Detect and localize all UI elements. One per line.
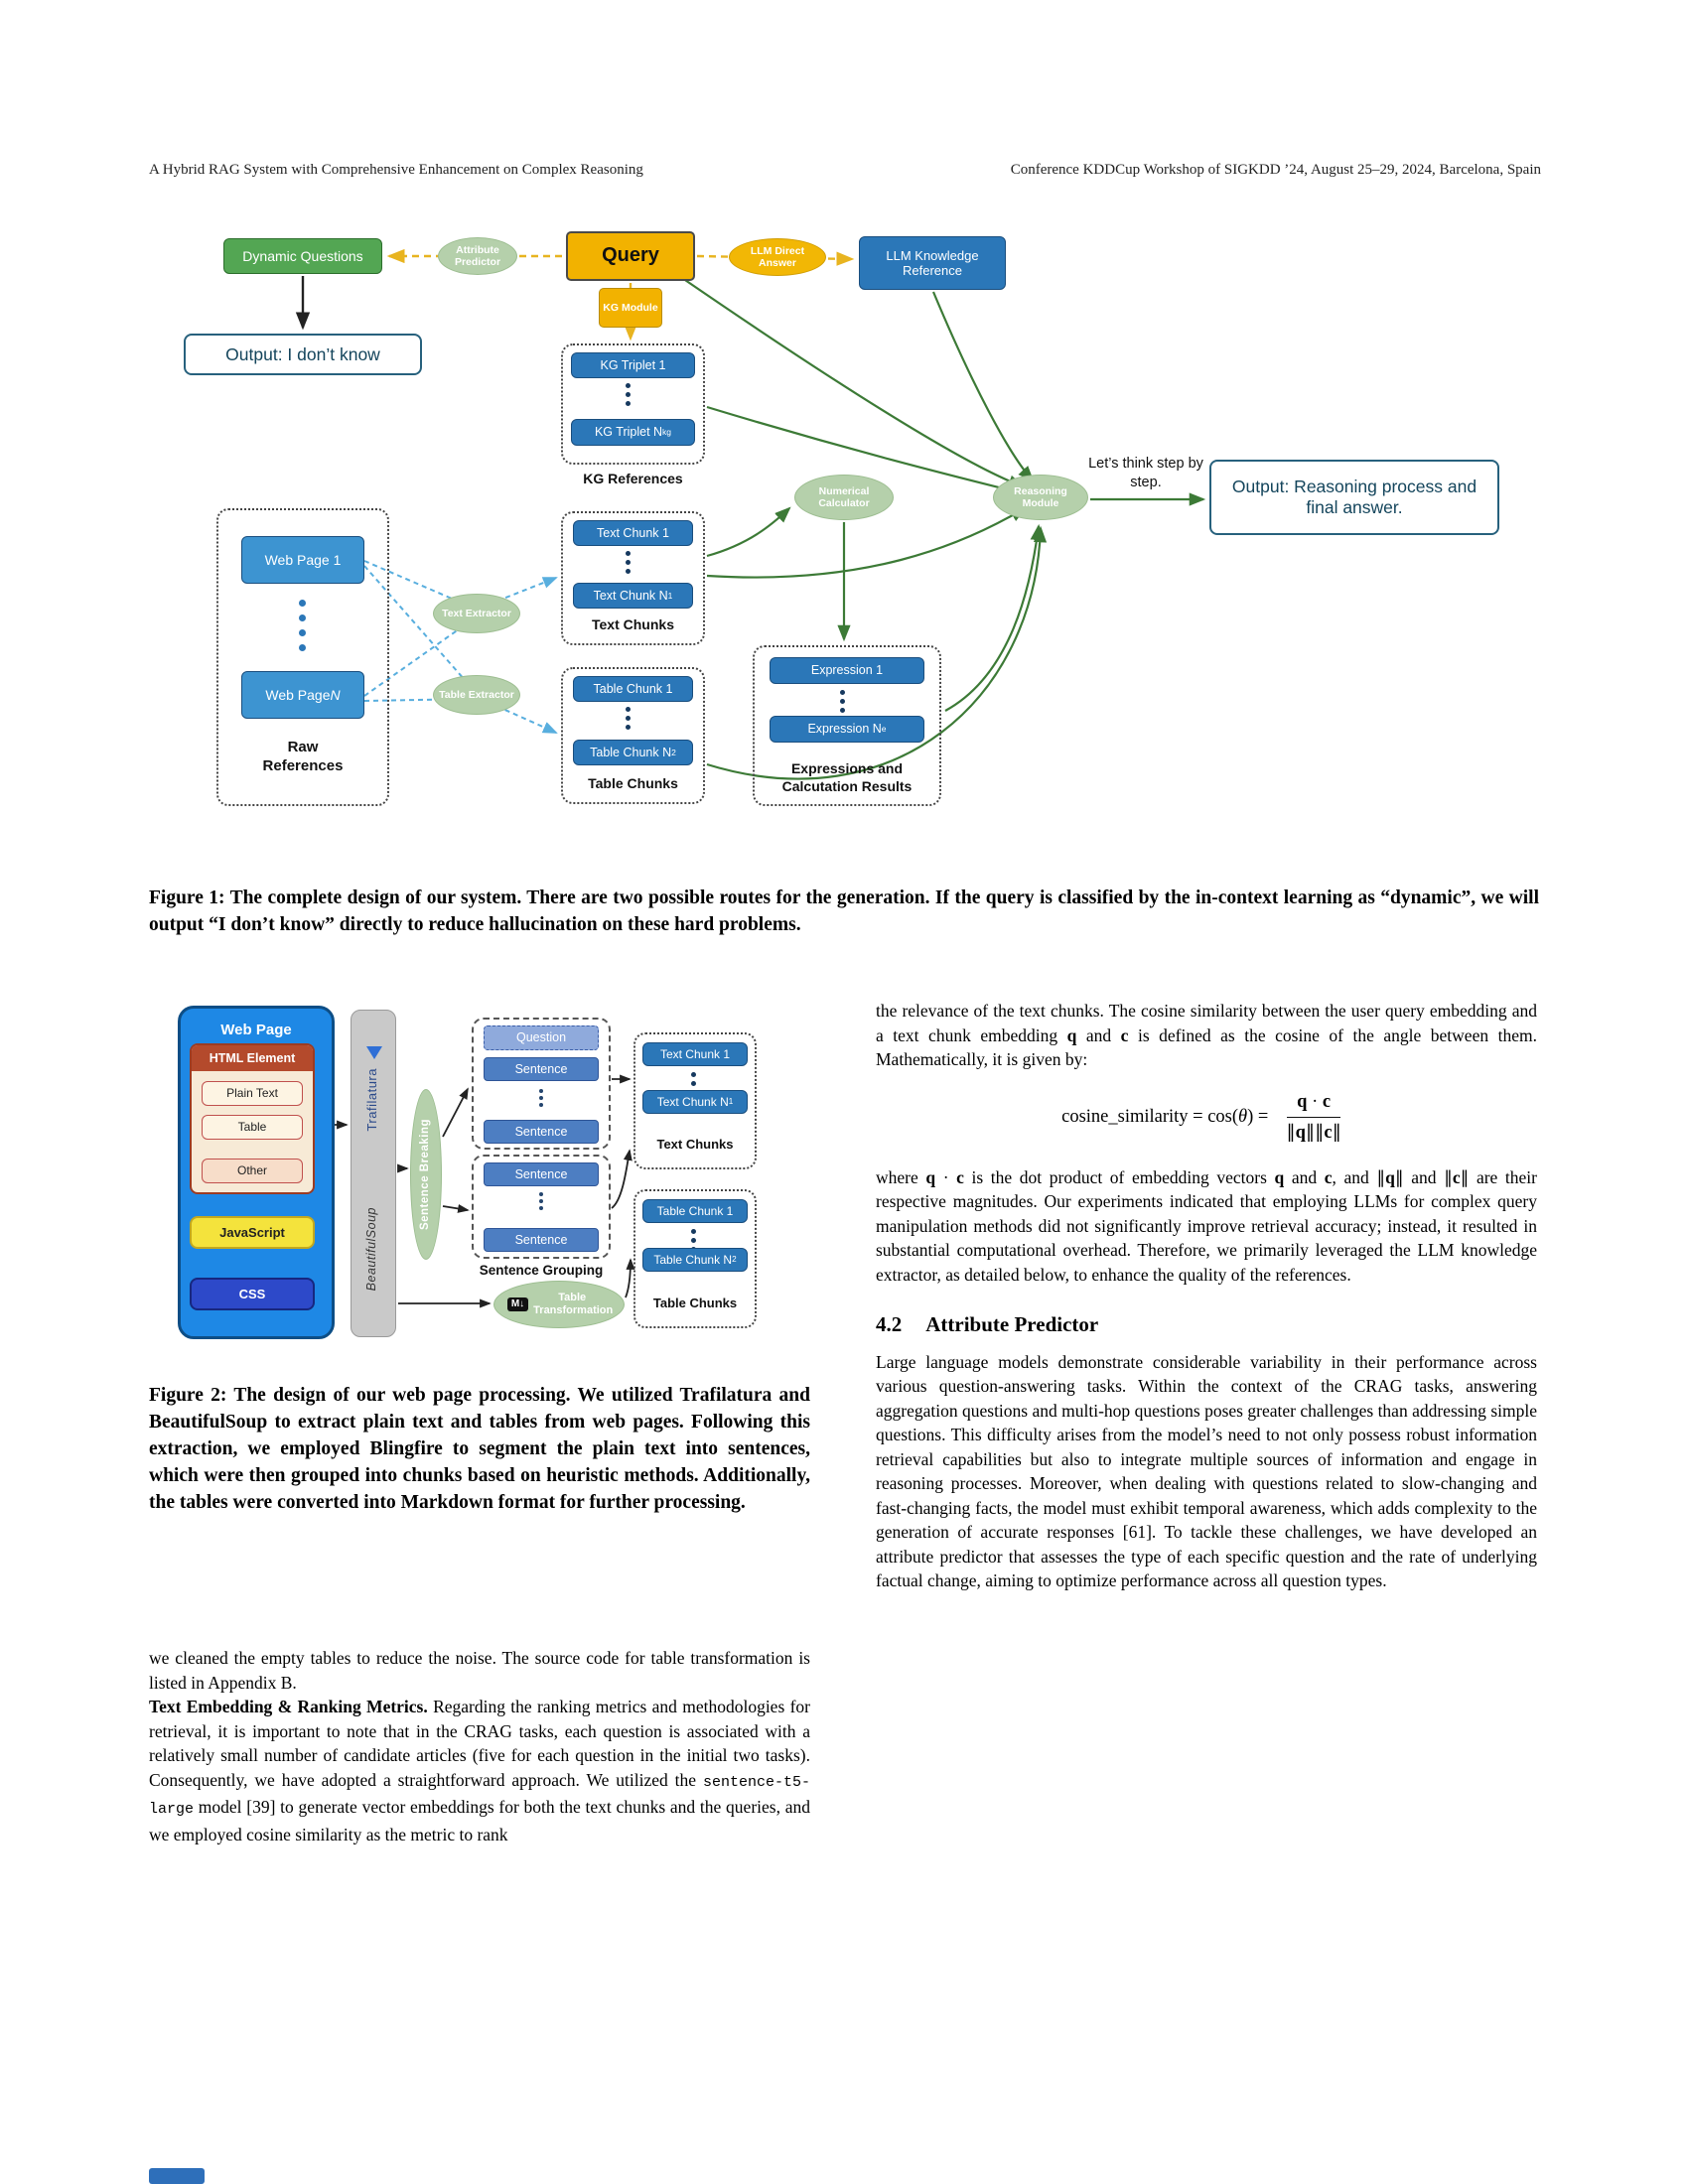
- right-paragraph-3: Large language models demonstrate considerable variability in their performance across various question-answering tasks. Within the context of the CRAG tasks, answering aggregation questions and multi-hop questions poses greater challenges than addressing simple questions. This difficulty arises from the model’s need to not only possess robust information retrieval capabilities but also to integrate multiple sources of information and engage in reasoning processes. Moreover, when dealing with questions related to slow-changing and fast-changing facts, the model must exhibit temporal awareness, which adds complexity to the generation of accurate responses [61]. To tackle these challenges, we have developed an attribute predictor that assesses the type of each specific question and the rate of underlying factual change, aiming to optimize performance across all question types.: [876, 1351, 1537, 1590]
- table-extractor-node: Table Extractor: [433, 675, 520, 715]
- trafilatura-logo-icon: [366, 1046, 382, 1059]
- section-number: 4.2: [876, 1312, 903, 1336]
- left-paragraph-2: Text Embedding & Ranking Metrics. Regarding the ranking metrics and methodologies for retrieval, it is important to note that in the CRAG tasks, each question is associated with a relatively small number of candidate articles (five for each question in the initial two tasks). Consequently, we have adopted a straightforward approach. We utilized the sentence-t5-large model [39] to generate vector embeddings for both the text chunks and the queries, and we employed cosine similarity as the metric to rank: [149, 1697, 810, 1844]
- figure-2-caption: Figure 2: The design of our web page processing. We utilized Trafilatura and BeautifulSoup to extract plain text and tables from web pages. Following this extraction, we employed Blingfire to segment the plain text into sentences, which were then grouped into chunks based on heuristic methods. Additionally, the tables were converted into Markdown format for further processing.: [149, 1385, 810, 1513]
- fig2-text-chunk-1-node: Text Chunk 1: [642, 1042, 748, 1066]
- formula-denominator: ∥q∥∥c∥: [1286, 1123, 1341, 1143]
- formula-lhs: cosine_similarity = cos(θ) =: [1061, 1107, 1269, 1128]
- plain-text-box: Plain Text: [202, 1081, 303, 1106]
- fig2-table-chunks-label: Table Chunks: [652, 1296, 738, 1310]
- sentence-box: Sentence: [484, 1120, 599, 1144]
- dynamic-questions-node: Dynamic Questions: [223, 238, 382, 274]
- table-chunks-label: Table Chunks: [588, 775, 678, 791]
- text-chunk-1-node: Text Chunk 1: [573, 520, 693, 546]
- section-title: Attribute Predictor: [925, 1312, 1099, 1336]
- license-badge: [149, 2168, 205, 2184]
- html-element-header: HTML Element: [192, 1045, 313, 1071]
- fig2-text-chunk-n-node: Text Chunk N 1: [642, 1090, 748, 1114]
- lets-think-label: Let’s think step by step.: [1088, 456, 1203, 490]
- markdown-icon: M↓: [507, 1297, 528, 1311]
- raw-references-label: Raw References: [262, 739, 344, 774]
- other-box: Other: [202, 1159, 303, 1183]
- reasoning-module-node: Reasoning Module: [993, 475, 1088, 520]
- formula-numerator: q · c: [1287, 1090, 1340, 1119]
- kg-triplet-n-node: KG Triplet N kg: [571, 419, 695, 446]
- table-chunk-1-node: Table Chunk 1: [573, 676, 693, 702]
- fig2-text-chunks-label: Text Chunks: [656, 1137, 734, 1152]
- sentence-ellipsis-dots: [539, 1089, 543, 1107]
- web-page-ellipsis-dots: [299, 600, 306, 651]
- question-box: Question: [484, 1025, 599, 1050]
- llm-direct-answer-node: LLM Direct Answer: [729, 238, 826, 276]
- text-chunk-n-node: Text Chunk N 1: [573, 583, 693, 609]
- sentence-ellipsis-dots: [539, 1192, 543, 1210]
- section-heading-4-2: [876, 1312, 1537, 1337]
- expression-1-node: Expression 1: [770, 657, 924, 684]
- web-page-n-node: Web Page N: [241, 671, 364, 719]
- table-ellipsis-dots: [626, 707, 631, 730]
- sentence-box: Sentence: [484, 1228, 599, 1252]
- sentence-box: Sentence: [484, 1057, 599, 1081]
- table-transformation-node: M↓ Table Transformation: [493, 1281, 625, 1328]
- text-ellipsis-dots: [626, 551, 631, 574]
- text-extractor-node: Text Extractor: [433, 594, 520, 633]
- cosine-similarity-formula: [876, 1090, 1537, 1146]
- running-header-left: A Hybrid RAG System with Comprehensive Enhancement on Complex Reasoning: [149, 162, 643, 178]
- table-chunk-n-node: Table Chunk N 2: [573, 740, 693, 765]
- kg-triplet-1-node: KG Triplet 1: [571, 352, 695, 378]
- numerical-calculator-node: Numerical Calculator: [794, 475, 894, 520]
- formula-fraction: [1276, 1090, 1351, 1146]
- sentence-breaking-node: Sentence Breaking: [410, 1089, 442, 1260]
- expression-n-node: Expression N e: [770, 716, 924, 743]
- sentence-grouping-label: Sentence Grouping: [479, 1263, 604, 1278]
- text-chunks-label: Text Chunks: [592, 616, 674, 632]
- figure-1-diagram: [139, 159, 1509, 809]
- fig2-table-chunk-n-node: Table Chunk N 2: [642, 1248, 748, 1272]
- query-node: Query: [566, 231, 695, 281]
- kg-module-node: KG Module: [599, 288, 662, 328]
- attribute-predictor-node: Attribute Predictor: [438, 237, 517, 275]
- trafilatura-label: Trafilatura: [364, 1068, 379, 1132]
- expression-ellipsis-dots: [840, 690, 845, 713]
- web-page-title: Web Page: [220, 1022, 292, 1038]
- left-column-body: [149, 1646, 810, 1846]
- right-paragraph-1: the relevance of the text chunks. The cosine similarity between the user query embedding and a text chunk embedding q and c is defined as the cosine of the angle between them. Mathematically, it is given by:: [876, 1001, 1537, 1069]
- fig2-table-chunk-1-node: Table Chunk 1: [642, 1199, 748, 1223]
- kg-ellipsis-dots: [626, 383, 631, 406]
- llm-knowledge-reference-node: LLM Knowledge Reference: [859, 236, 1006, 290]
- web-page-1-node: Web Page 1: [241, 536, 364, 584]
- extraction-tools-bar: [351, 1010, 396, 1337]
- running-header-right: Conference KDDCup Workshop of SIGKDD ’24, August 25–29, 2024, Barcelona, Spain: [1010, 162, 1541, 178]
- css-box: CSS: [190, 1278, 315, 1310]
- right-column-body: [876, 999, 1537, 1593]
- output-idk-node: Output: I don’t know: [184, 334, 422, 375]
- output-reasoning-node: Output: Reasoning process and final answer.: [1209, 460, 1499, 535]
- javascript-box: JavaScript: [190, 1216, 315, 1249]
- left-paragraph-1: we cleaned the empty tables to reduce the noise. The source code for table transformation is listed in Appendix B.: [149, 1648, 810, 1693]
- figure-2-diagram: [174, 998, 770, 1347]
- figure-1-caption: Figure 1: The complete design of our system. There are two possible routes for the generation. If the query is classified by the in-context learning as “dynamic”, we will output “I don’t know” directly to reduce hallucination on these hard problems.: [149, 887, 1539, 935]
- right-paragraph-2: where q · c is the dot product of embedding vectors q and c, and ∥q∥ and ∥c∥ are their respective magnitudes. Our experiments indicated that employing LLMs for complex query manipulation methods did not significantly improve retrieval accuracy; instead, it resulted in substantial computational overhead. Therefore, we primarily leveraged the LLM knowledge extractor, as detailed below, to enhance the quality of the references.: [876, 1166, 1537, 1285]
- expressions-label: Expressions and Calcutation Results: [781, 760, 913, 794]
- beautifulsoup-label: BeautifulSoup: [364, 1207, 378, 1292]
- table-box: Table: [202, 1115, 303, 1140]
- sentence-box: Sentence: [484, 1162, 599, 1186]
- kg-references-label: KG References: [583, 471, 683, 486]
